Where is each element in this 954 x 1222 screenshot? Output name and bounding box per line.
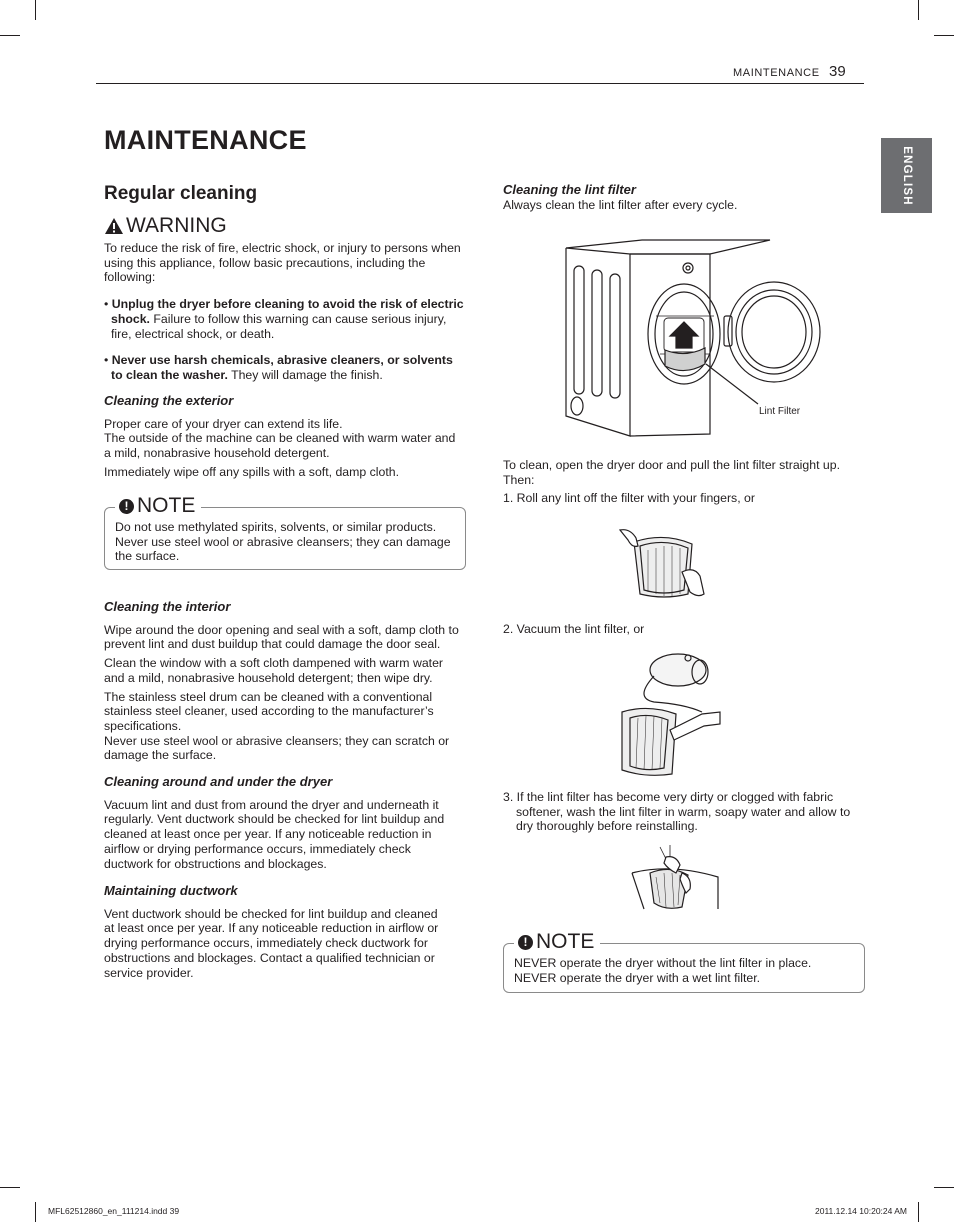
wash-illustration [630,843,720,913]
footer-timestamp: 2011.12.14 10:20:24 AM [815,1206,908,1216]
warning-title: WARNING [126,214,227,237]
around-paragraph: Vacuum lint and dust from around the dryer and underneath it regularly. Vent ductwork should be checked for lint buildup and cleaned at least once per year. If any noticeable reduction in airflow or drying performance occurs, immediately check ductwork for obstructions and blockages. [104,797,445,871]
dryer-illustration [560,236,832,440]
interior-paragraph: Clean the window with a soft cloth dampened with warm water and a mild, nonabrasive household detergent; then wipe dry. [104,656,444,685]
note-text: NEVER operate the dryer without the lint filter in place. NEVER operate the dryer with a wet lint filter. [514,956,812,985]
lint-filter-heading: Cleaning the lint filter [503,182,636,197]
lint-instructions [503,458,863,506]
left-column [104,241,464,383]
interior-paragraph: Wipe around the door opening and seal with a soft, damp cloth to prevent lint and dust buildup that could damage the door seal. [104,622,459,652]
crop-mark [934,1187,954,1188]
lint-filter-section [503,183,863,212]
vacuum-illustration [614,648,724,778]
crop-mark [918,1202,919,1222]
note-label [115,494,201,518]
bullet-1-bold: Unplug the dryer before cleaning to avoid the risk of electric shock. [111,297,464,326]
interior-paragraph: Never use steel wool or abrasive cleansers; they can scratch or damage the surface. [104,733,450,763]
note-box [503,930,865,993]
ductwork-section [104,884,449,980]
section-subtitle: Regular cleaning [104,183,258,204]
page-title: MAINTENANCE [104,125,307,155]
interior-paragraph: The stainless steel drum can be cleaned with a conventional stainless steel cleaner, used according to the manufacturer’s specifications. [104,689,434,733]
ductwork-paragraph: Vent ductwork should be checked for lint buildup and cleaned at least once per year. If any noticeable reduction in airflow or drying performance occurs, immediately check ductwork for obstructions and blockages. Contact a qualified technician or service provider. [104,906,439,980]
crop-mark [918,0,919,20]
crop-mark [35,1202,36,1222]
footer-file: MFL62512860_en_111214.indd 39 [48,1206,180,1216]
ductwork-heading: Maintaining ductwork [104,883,238,898]
exterior-paragraph: Proper care of your dryer can extend its life. [104,416,343,431]
crop-mark [35,0,36,20]
warning-intro: To reduce the risk of fire, electric shock, or injury to persons when using this appliance, follow basic precautions, including the following: [104,241,461,285]
warning-triangle-icon [104,217,124,235]
step-2: 2. Vacuum the lint filter, or [503,622,645,636]
note-text: Do not use methylated spirits, solvents, or similar products. Never use steel wool or abrasive cleansers; they can damage the surface. [115,520,451,564]
note-title: NOTE [137,494,196,517]
header-section-label: MAINTENANCE [733,67,820,79]
page-number: 39 [829,63,846,80]
crop-mark [0,1187,20,1188]
around-section [104,775,449,871]
step-3: 3. If the lint filter has become very dirty or clogged with fabric softener, wash the lint filter in warm, soapy water and allow to dry thoroughly before reinstalling. [503,790,851,834]
instructions-text: To clean, open the dryer door and pull the lint filter straight up. Then: [503,458,840,487]
note-title: NOTE [536,930,595,953]
note-box [104,494,466,570]
interior-heading: Cleaning the interior [104,599,231,614]
language-tab [881,138,932,213]
lint-filter-label: Lint Filter [759,406,801,417]
lint-filter-intro: Always clean the lint filter after every cycle. [503,197,738,212]
exclamation-circle-icon: ! [119,499,134,514]
warning-bullet-2: • Never use harsh chemicals, abrasive cleaners, or solvents to clean the washer. They will damage the finish. [104,353,453,382]
warning-bullet-1: • Unplug the dryer before cleaning to avoid the risk of electric shock. Failure to follow this warning can cause serious injury, fire, electrical shock, or death. [104,297,464,341]
bullet-2-text: They will damage the finish. [227,367,383,382]
language-tab-label: ENGLISH [900,145,913,206]
interior-section [104,600,466,763]
note-label [514,930,600,954]
exterior-heading: Cleaning the exterior [104,393,234,408]
crop-mark [0,35,20,36]
around-heading: Cleaning around and under the dryer [104,774,333,789]
step-1: 1. Roll any lint off the filter with your fingers, or [503,491,755,506]
exclamation-circle-icon: ! [518,935,533,950]
crop-mark [934,35,954,36]
exterior-paragraph: The outside of the machine can be cleaned with warm water and a mild, nonabrasive household detergent. [104,431,456,461]
warning-heading [104,214,227,238]
exterior-paragraph: Immediately wipe off any spills with a soft, damp cloth. [104,464,400,479]
bullet-2-bold: Never use harsh chemicals, abrasive cleaners, or solvents to clean the washer. [111,353,453,382]
header-rule [96,83,864,84]
filter-roll-illustration [618,526,708,602]
bullet-1-text: Failure to follow this warning can cause serious injury, fire, electrical shock, or death. [111,311,447,341]
exterior-section [104,394,464,480]
